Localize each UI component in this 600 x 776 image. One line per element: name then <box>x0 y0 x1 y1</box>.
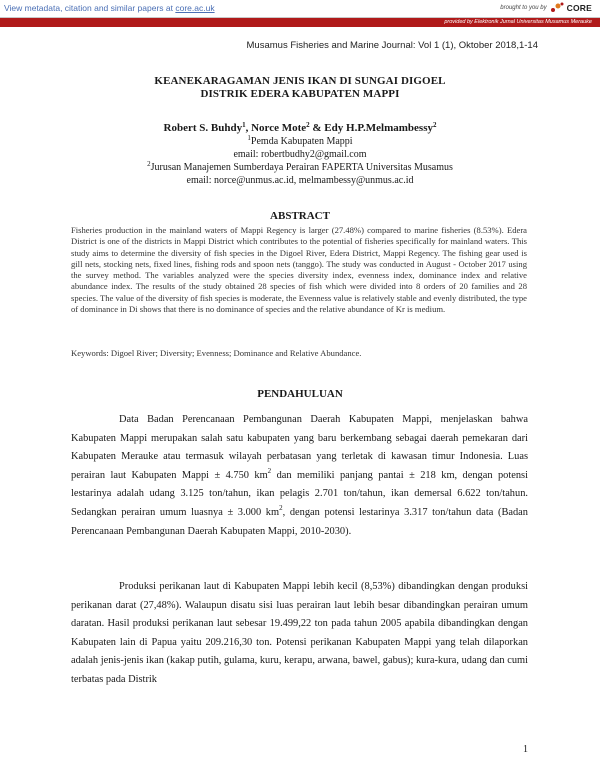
intro-p2-text: Produksi perikanan laut di Kabupaten Mappi lebih kecil (8,53%) dibandingkan dengan produksi perikanan darat (27,48%). Walaupun disatu sisi luas perairan laut lebih besar dibandingkan perairan umum daratan. Hasil produksi perikanan laut sebesar 19.499,22 ton pada tahun 2005 apabila dibandingkan dengan Kabupaten lain di Papua yaitu 209.216,30 ton. Potensi perikanan Kabupaten Mappi yang telah dilaporkan adalah jenis-jenis ikan (kakap putih, gulama, kuru, kerapu, arwana, bawel, gabus); kura-kura, udang dan cumi terbatas pada Distrik <box>71 581 528 685</box>
affiliation-1-email: email: robertbudhy2@gmail.com <box>233 149 367 160</box>
affiliation-2-text: Jurusan Manajemen Sumberdaya Perairan FAPERTA Universitas Musamus <box>150 162 453 173</box>
running-header: Musamus Fisheries and Marine Journal: Vol 1 (1), Oktober 2018,1-14 <box>246 40 538 51</box>
intro-paragraph-1 <box>71 411 528 541</box>
brought-by-text: brought to you by <box>500 4 547 11</box>
page-number: 1 <box>523 744 528 755</box>
keywords: Keywords: Digoel River; Diversity; Evenness; Dominance and Relative Abundance. <box>71 348 362 358</box>
author-1-sup: 1 <box>242 121 246 129</box>
affiliation-2-sup: 2 <box>147 160 151 168</box>
author-names <box>0 122 600 135</box>
affiliation-2 <box>0 161 600 174</box>
provided-by-text[interactable]: provided by Elektronik Jurnal Universitas Musamus Merauke <box>444 19 592 25</box>
affiliation-1-text: Pemda Kabupaten Mappi <box>250 136 353 147</box>
intro-heading: PENDAHULUAN <box>257 388 343 400</box>
core-link[interactable]: core.ac.uk <box>175 3 215 13</box>
title-line-1: KEANEKARAGAMAN JENIS IKAN DI SUNGAI DIGOEL <box>154 75 446 87</box>
core-banner <box>0 0 600 18</box>
intro-p1-part-a: Data Badan Perencanaan Pembangunan Daerah Kabupaten Mappi, menjelaskan bahwa Kabupaten Mappi merupakan salah satu kabupaten yang baru berkembang sebagai daerah pemekaran dari Kabupaten Merauke atau termasuk wilayah perbatasan yang terletak di kawasan timur Indonesia. Luas perairan laut Kabupaten Mappi ± 4.750 km <box>71 414 528 481</box>
author-block <box>0 122 600 187</box>
intro-p1-sup-2: 2 <box>279 503 283 512</box>
abstract-heading: ABSTRACT <box>270 210 330 222</box>
author-3-sup: 2 <box>432 121 437 129</box>
core-metadata-link[interactable] <box>4 3 215 13</box>
intro-p1-part-c: , dengan potensi lestarinya 3.317 ton/tahun data (Badan Perencanaan Pembangunan Daerah Kabupaten Mappi, 2010-2030). <box>71 506 528 537</box>
paper-title <box>0 75 600 101</box>
core-logo-icon <box>550 2 564 13</box>
intro-p1-part-b: dan memiliki panjang pantai ± 218 km, dengan potensi lestarinya adalah udang 3.125 ton/tahun, ikan pelagis 2.701 ton/tahun, ikan demersal 6.622 ton/tahun. Sedangkan perairan umum luasnya ± 3.000 km <box>71 469 528 518</box>
core-brand[interactable] <box>500 2 592 13</box>
core-wordmark: CORE <box>566 2 592 13</box>
title-line-2: DISTRIK EDERA KABUPATEN MAPPI <box>200 88 400 100</box>
author-3: & Edy H.P.Melmambessy <box>309 122 433 134</box>
author-2-sup: 2 <box>306 121 310 129</box>
affiliation-1 <box>0 135 600 148</box>
author-2: , Norce Mote <box>245 122 307 134</box>
intro-p1-sup-1: 2 <box>267 466 272 475</box>
core-metadata-text: View metadata, citation and similar papers at <box>4 3 176 13</box>
abstract-body: Fisheries production in the mainland waters of Mappi Regency is larger (27.48%) compared to marine fisheries (8.53%). Edera District is one of the districts in Mappi District which contributes to the potential of fisheries specifically for mainland waters. This study aims to determine the diversity of fish species in the Digoel River, Edera District, Mappi Regency. The fishing gear used is gill nets, stocking nets, fixed lines, fishing rods and spoon nets (tanggo). The study was conducted in August - October 2017 using the survey method. The variables analyzed were the species diversity index, evenness index, dominance index and relative abundance index. The results of the study obtained 28 species of fish which were divided into 8 orders of 20 families and 28 species. The value of the diversity of fish species is moderate, the Evenness value is relatively stable and evenly distributed, the type of dominance in Di shows that there is no dominance of species and the relative abundance of Kr is medium. <box>71 225 527 315</box>
provided-by-bar <box>0 18 600 27</box>
affiliation-1-sup: 1 <box>247 134 251 142</box>
author-1: Robert S. Buhdy <box>163 122 243 134</box>
affiliation-2-email: email: norce@unmus.ac.id, melmambessy@unmus.ac.id <box>186 175 414 186</box>
intro-paragraph-2 <box>71 578 528 690</box>
